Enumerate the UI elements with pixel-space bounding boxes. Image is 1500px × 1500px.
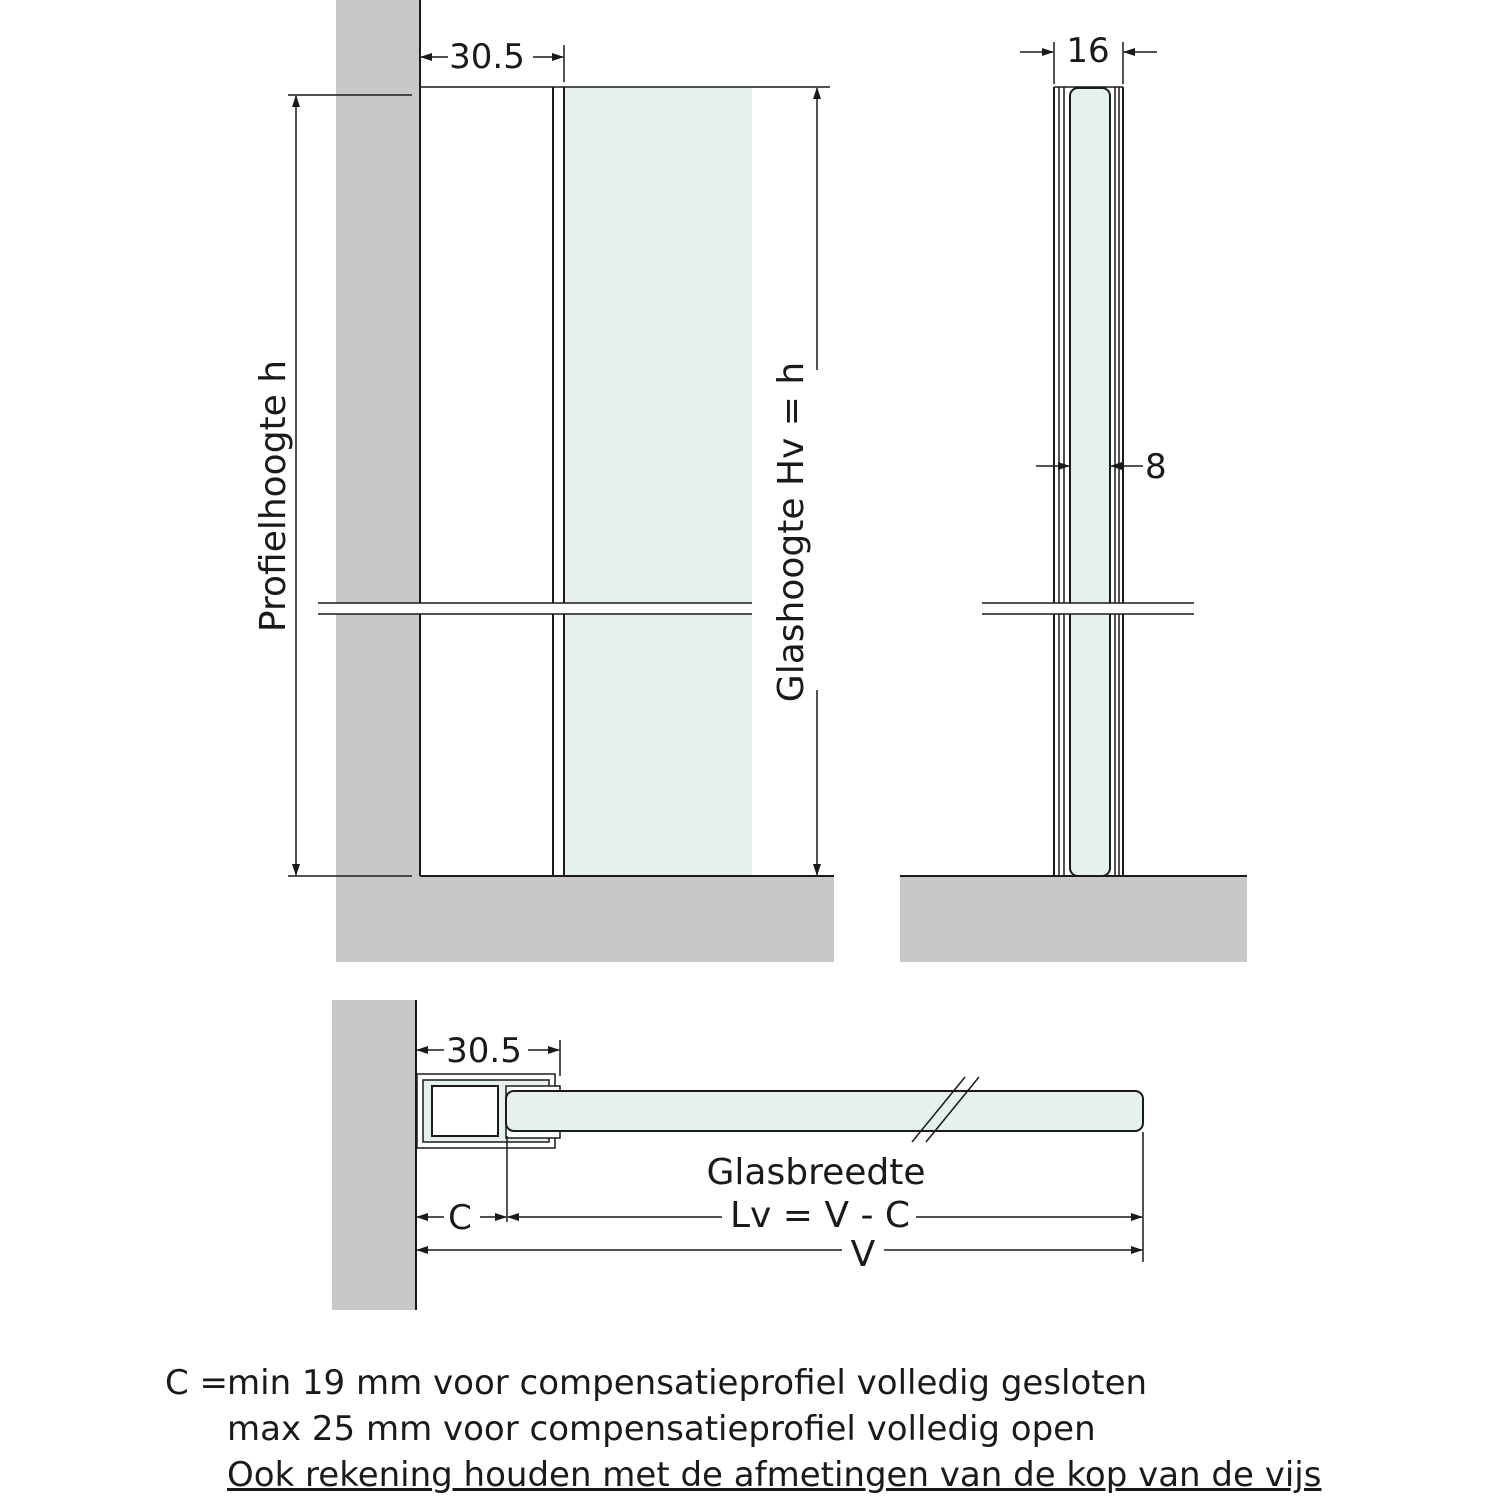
side-floor: [900, 876, 1247, 962]
note-line-2: max 25 mm voor compensatieprofiel volledig open: [227, 1409, 1096, 1449]
top-v-dim: V: [850, 1234, 876, 1275]
glass-width-formula: Lv = V - C: [729, 1195, 911, 1236]
side-glass-dim: 8: [1145, 447, 1167, 487]
top-glass-panel: [506, 1091, 1143, 1131]
note-row-1: [165, 1360, 1465, 1406]
front-break-band: [318, 603, 752, 614]
top-width-dim: 30.5: [446, 1031, 522, 1071]
note-prefix: C =: [165, 1363, 229, 1403]
top-view: [332, 1000, 1143, 1310]
note-line-1: min 19 mm voor compensatieprofiel volledig gesloten: [227, 1363, 1148, 1403]
front-floor: [336, 876, 834, 962]
side-break-band: [982, 603, 1194, 614]
front-view: [253, 0, 834, 962]
side-thickness-dim: 16: [1066, 31, 1110, 71]
glass-height-label: Glashoogte Hv = h: [771, 361, 812, 703]
notes-block: [165, 1360, 1465, 1498]
front-width-dim: 30.5: [449, 37, 525, 77]
front-glass-panel: [564, 87, 752, 876]
note-row-2: [165, 1406, 1465, 1452]
top-profile-box: [432, 1086, 498, 1136]
front-wall: [336, 0, 420, 962]
top-c-dim: C: [448, 1198, 472, 1238]
top-wall: [332, 1000, 416, 1310]
side-view: [900, 31, 1247, 962]
note-line-3: Ook rekening houden met de afmetingen van de kop van de vijs: [227, 1455, 1322, 1495]
side-glass-section: [1070, 88, 1110, 876]
glass-width-label: Glasbreedte: [706, 1152, 926, 1193]
profile-height-label: Profielhoogte h: [253, 359, 294, 633]
note-indent-2: [165, 1452, 227, 1498]
note-row-3: [165, 1452, 1465, 1498]
note-indent: [165, 1406, 227, 1452]
